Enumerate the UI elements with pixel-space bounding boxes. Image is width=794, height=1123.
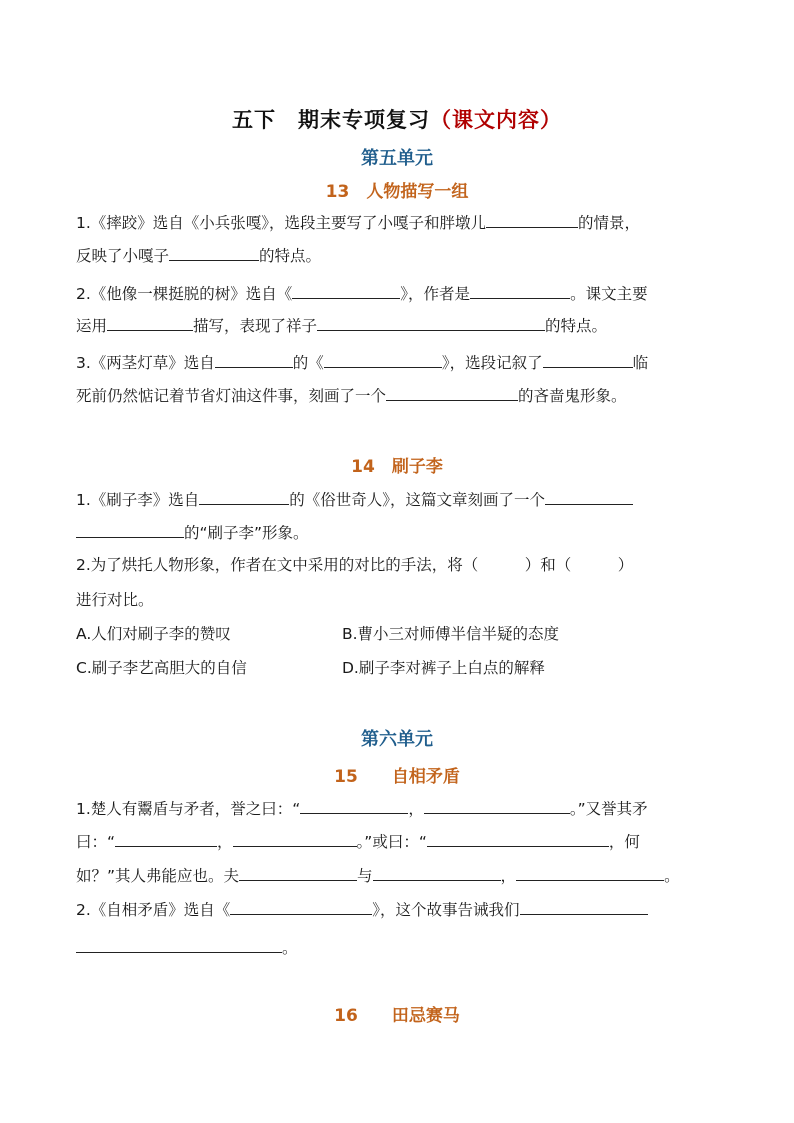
answer-blank[interactable] [292,284,400,299]
answer-blank[interactable] [545,490,633,505]
answer-blank[interactable] [76,938,282,953]
answer-blank[interactable] [215,353,293,368]
answer-blank[interactable] [230,900,372,915]
unit-5-heading: 第五单元 [361,148,433,169]
l13-q1-line1: 1.《摔跤》选自《小兵张嘎》，选段主要写了小嘎子和胖墩儿 的情景， [76,214,641,232]
answer-blank[interactable] [233,832,357,847]
answer-blank[interactable] [169,246,259,261]
l15-q2-line1: 2.《自相矛盾》选自《 》，这个故事告诫我们 [76,900,726,920]
answer-blank[interactable] [427,832,609,847]
l14-q2-line2: 进行对比。 [76,591,154,609]
answer-blank[interactable] [300,799,408,814]
title-highlight: （课文内容） [430,108,562,132]
unit-6-heading: 第六单元 [361,729,433,750]
answer-blank[interactable] [107,316,193,331]
lesson-14-heading: 14 刷子李 [351,457,443,477]
option-b[interactable]: B.曹小三对师傅半信半疑的态度 [342,625,560,643]
l13-q3-line1: 3.《两茎灯草》选自 的《 》，选段记叙了 临 [76,354,649,372]
l14-q1-line1: 1.《刷子李》选自 的《俗世奇人》，这篇文章刻画了一个 [76,490,726,510]
title-main: 五下 期末专项复习 [232,108,430,132]
l15-q1-line1: 1.楚人有鬻盾与矛者，誉之曰：“ ， 。”又誉其矛 [76,800,648,818]
answer-blank[interactable] [76,523,184,538]
lesson-16-heading: 16 田忌赛马 [334,1006,460,1026]
lesson-13-heading: 13 人物描写一组 [325,182,469,202]
l15-q2-line2: 。 [76,938,726,958]
answer-blank[interactable] [486,213,578,228]
page-title [0,104,794,134]
l13-q2-line2: 运用 描写，表现了祥子 的特点。 [76,317,608,335]
l15-q1-line2: 曰：“ ， 。”或曰：“ ，何 [76,833,640,851]
l13-q3-line2: 死前仍然惦记着节省灯油这件事，刻画了一个 的吝啬鬼形象。 [76,387,627,405]
answer-blank[interactable] [239,866,357,881]
answer-blank[interactable] [424,799,570,814]
answer-blank[interactable] [386,386,518,401]
option-d[interactable]: D.刷子李对裤子上白点的解释 [342,659,545,677]
l15-q1-line3: 如？”其人弗能应也。夫 与 ， 。 [76,867,680,885]
answer-blank[interactable] [543,353,633,368]
answer-blank[interactable] [520,900,648,915]
answer-blank[interactable] [317,316,545,331]
answer-blank[interactable] [199,490,289,505]
lesson-15-heading: 15 自相矛盾 [334,767,460,787]
answer-blank[interactable] [324,353,442,368]
l14-q2-line1: 2.为了烘托人物形象，作者在文中采用的对比的手法，将（ ）和（ ） [76,556,634,574]
option-c[interactable]: C.刷子李艺高胆大的自信 [76,659,247,677]
l14-q1-line2: 的“刷子李”形象。 [76,523,726,543]
answer-blank[interactable] [373,866,501,881]
answer-blank[interactable] [516,866,664,881]
answer-blank[interactable] [115,832,217,847]
l13-q1-line2: 反映了小嘎子 的特点。 [76,247,322,265]
l13-q2-line1: 2.《他像一棵挺脱的树》选自《 》，作者是 。课文主要 [76,285,648,303]
answer-blank[interactable] [470,284,570,299]
option-a[interactable]: A.人们对刷子李的赞叹 [76,625,231,643]
